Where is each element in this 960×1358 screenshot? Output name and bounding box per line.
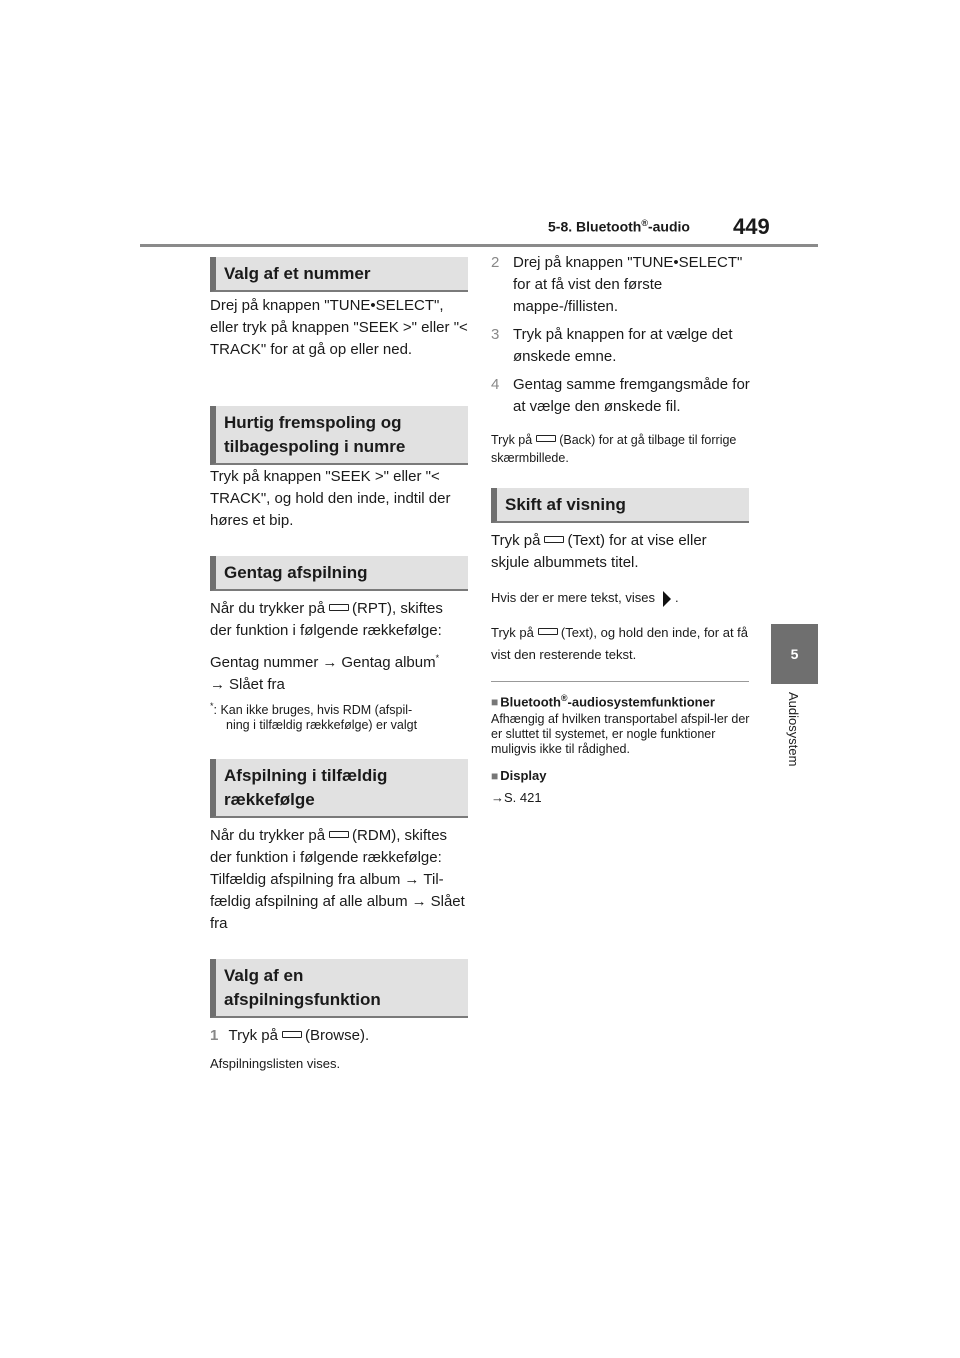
section-title <box>548 218 690 235</box>
paragraph-afspilning-tilfaeldig <box>210 825 468 869</box>
chapter-tab: 5 <box>771 624 818 684</box>
arrow-right-icon: → <box>491 790 504 805</box>
step-text: Drej på knappen "TUNE•SELECT" for at få vist den første mappe-/fillisten. <box>513 254 743 315</box>
step-text: Gentag samme fremgangsmåde for at vælge den ønskede fil. <box>513 376 750 415</box>
text-fragment: -audiosystemfunktioner <box>567 694 715 710</box>
text-hold-note <box>491 622 753 666</box>
note-body-bluetooth: Afhængig af hvilken transportabel afspil-ler der er sluttet til systemet, er nogle funktioner muligvis ikke til rådighed. <box>491 712 750 756</box>
text-fragment: (RPT), skiftes der funktion i følgende rækkefølge: <box>210 600 443 639</box>
bullet-square-icon: ■ <box>491 769 499 783</box>
arrow-right-icon: → <box>411 893 427 910</box>
sequence-item: Gentag album <box>341 654 436 671</box>
arrow-right-icon: → <box>404 871 420 888</box>
random-sequence <box>210 869 472 935</box>
sequence-item: Gentag nummer <box>210 654 319 671</box>
footnote <box>210 699 472 733</box>
footnote-mark: * <box>435 653 440 663</box>
sequence-item: Tilfældig afspilning fra album <box>210 871 401 888</box>
section-title-text: 5-8. Bluetooth <box>548 218 642 235</box>
footnote-line: ning i tilfældig rækkefølge) er valgt <box>226 718 418 733</box>
text-fragment: Tryk på <box>491 625 534 640</box>
heading-valg-afspilningsfunktion: Valg af en afspilningsfunktion <box>210 959 468 1018</box>
step-text: Tryk på knappen for at vælge det ønskede emne. <box>513 326 733 365</box>
step-number: 2 <box>491 254 500 271</box>
footnote-line: : Kan ikke bruges, hvis RDM (afspil- <box>213 703 413 718</box>
text-fragment: (Back) for at gå tilbage til forrige skærmbillede. <box>491 433 737 465</box>
arrow-right-icon: → <box>322 654 338 671</box>
text-button-icon <box>538 628 558 635</box>
heading-hurtig-fremspoling: Hurtig fremspoling og tilbagespoling i numre <box>210 406 468 465</box>
more-text-note <box>491 589 753 607</box>
text-button-icon <box>544 536 564 543</box>
step-1 <box>210 1025 468 1047</box>
text-fragment: Når du trykker på <box>210 827 326 844</box>
text-fragment: . <box>675 590 679 605</box>
text-fragment: Når du trykker på <box>210 600 326 617</box>
step-4 <box>491 374 753 418</box>
registered-mark: ® <box>641 218 648 228</box>
back-note <box>491 431 741 467</box>
page-number: 449 <box>733 214 770 239</box>
step-1-note: Afspilningslisten vises. <box>210 1056 341 1071</box>
step-number: 4 <box>491 376 500 393</box>
sequence-item: Til-fældig afspilning af alle album <box>210 871 444 910</box>
scroll-arrow-icon <box>663 591 671 607</box>
chapter-label: Audiosystem <box>786 692 801 767</box>
step-number: 3 <box>491 326 500 343</box>
repeat-sequence <box>210 647 470 696</box>
paragraph-skift-af-visning <box>491 530 749 574</box>
step-3 <box>491 324 753 368</box>
browse-button-icon <box>282 1031 302 1038</box>
text-fragment: Tryk på <box>491 532 541 549</box>
heading-gentag-afspilning: Gentag afspilning <box>210 556 468 591</box>
section-title-suffix: -audio <box>647 218 690 235</box>
paragraph-valg-af-nummer: Drej på knappen "TUNE•SELECT", eller tryk på knappen "SEEK >" eller "< TRACK" for at gå op eller ned. <box>210 297 468 358</box>
heading-afspilning-tilfaeldig: Afspilning i tilfældig rækkefølge <box>210 759 468 818</box>
bullet-square-icon: ■ <box>491 695 499 710</box>
paragraph-hurtig-fremspoling: Tryk på knappen "SEEK >" eller "< TRACK", og hold den inde, indtil der høres et bip. <box>210 468 451 529</box>
arrow-right-icon: → <box>210 676 225 693</box>
text-fragment: (Browse). <box>304 1027 370 1044</box>
note-title-bluetooth <box>491 689 753 711</box>
step-2 <box>491 252 753 318</box>
text-fragment: (RDM), skiftes der funktion i følgende rækkefølge: <box>210 827 448 866</box>
step-number: 1 <box>210 1027 219 1044</box>
heading-skift-af-visning: Skift af visning <box>491 488 749 523</box>
header-rule <box>140 244 818 247</box>
footnote-mark: * <box>210 701 214 711</box>
text-fragment: (Text), og hold den inde, for at få vist den resterende tekst. <box>491 625 749 662</box>
registered-mark: ® <box>560 693 568 703</box>
text-fragment: Display <box>500 768 547 783</box>
text-fragment: Hvis der er mere tekst, vises <box>491 590 655 605</box>
rpt-button-icon <box>329 604 349 611</box>
text-fragment: Tryk på <box>491 433 533 447</box>
page-reference-link[interactable]: S. 421 <box>504 790 542 805</box>
note-title-display <box>491 767 547 785</box>
paragraph-gentag-afspilning <box>210 598 468 642</box>
rdm-button-icon <box>329 831 349 838</box>
text-fragment: (Text) for at vise eller skjule albummets titel. <box>491 532 707 571</box>
sequence-item: Slået fra <box>229 676 285 693</box>
note-body-display <box>491 789 542 807</box>
sequence-item: Slået fra <box>210 893 465 932</box>
heading-valg-af-nummer: Valg af et nummer <box>210 257 468 292</box>
text-fragment: Bluetooth <box>500 694 561 710</box>
back-button-icon <box>536 435 556 442</box>
notes-divider <box>491 681 749 682</box>
text-fragment: Tryk på <box>228 1027 278 1044</box>
